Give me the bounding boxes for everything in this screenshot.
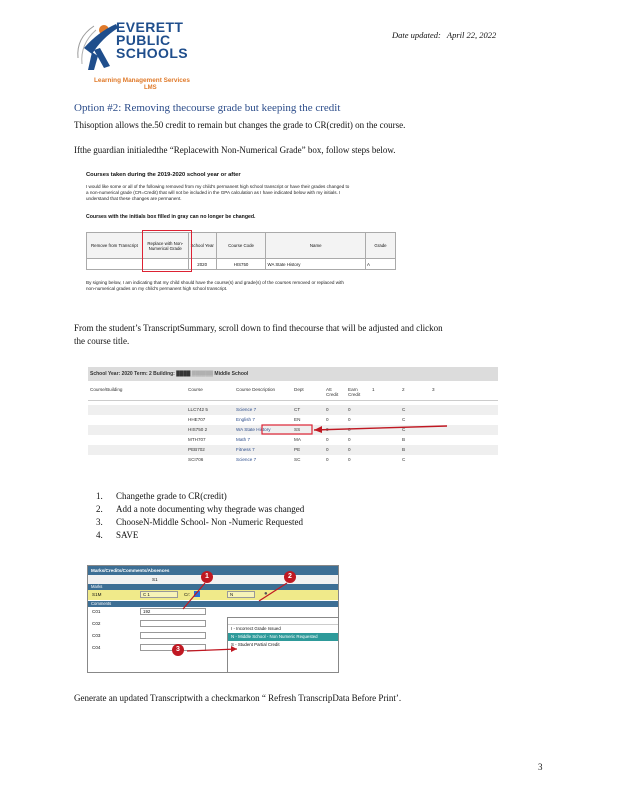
logo-subtitle: Learning Management Services [94, 77, 190, 84]
form-footer-2: non-numerical grades on my child's permanent high school transcript. [86, 286, 228, 291]
transcript-cell: C [402, 407, 406, 412]
th-desc: Course Description [236, 387, 276, 392]
date-value: April 22, 2022 [446, 30, 497, 40]
marks-band: Marks [88, 584, 338, 590]
th-earn: Earn Credit [348, 387, 361, 397]
comment-row-4: C04 [88, 643, 338, 653]
form-text-3: understand that these changes are permanent. [86, 196, 182, 201]
form-screenshot [86, 172, 398, 298]
transcript-cell: MTH707 [188, 437, 206, 442]
transcript-cell: 0 [326, 437, 329, 442]
th-3: 3 [432, 387, 435, 392]
cell-grade: A [366, 259, 396, 270]
step-2: 2. Add a note documenting why thegrade was changed [96, 504, 305, 514]
transcript-cell: 0 [348, 407, 351, 412]
col-name: Name [266, 233, 366, 259]
mark-select[interactable]: C 1 [140, 591, 178, 598]
transcript-cell: 0 [348, 457, 351, 462]
comment-row-3: C03 [88, 631, 338, 641]
transcript-cell: 0 [348, 417, 351, 422]
form-text-2: a non-numerical grade (CR=Credit) that will not be included in the GPA calculation as I have indicated below with my initials. I [86, 190, 341, 195]
term-bar: School Year: 2020 Term: 2 Building: ████ ▒▒▒▒▒▒ Middle School [88, 367, 498, 381]
col-year: School Year [188, 233, 216, 259]
logo-line-1: EVERETT [116, 19, 184, 35]
step-4: 4. SAVE [96, 530, 139, 540]
scroll-line-1: From the student’s TranscriptSummary, scroll down to find thecourse that will be adjusted and clickon [74, 323, 443, 333]
highlight-box [142, 230, 192, 272]
course-title-link[interactable]: Fitness 7 [236, 447, 255, 452]
transcript-cell: HHE707 [188, 417, 206, 422]
marks-title: Marks/Credits/Comments/Absences [88, 566, 338, 575]
course-table [86, 232, 396, 270]
form-heading: Courses taken during the 2019-2020 school year or after [86, 172, 241, 178]
intro-paragraph: Thisoption allows the.50 credit to remain but changes the grade to CR(credit) on the course. [74, 120, 406, 130]
th-2: 2 [402, 387, 405, 392]
scroll-instructions [74, 322, 443, 348]
comment-bubble-icon[interactable]: ● [264, 591, 268, 597]
th-1: 1 [372, 387, 375, 392]
col-grade: Grade [366, 233, 396, 259]
comment-1-select[interactable]: 192 [140, 608, 206, 615]
form-heading-2: Courses with the initials box filled in gray can no longer be changed. [86, 214, 256, 220]
logo-abbrev: LMS [144, 85, 157, 91]
transcript-cell: 0 [326, 447, 329, 452]
transcript-row [88, 455, 498, 465]
th-building: Course/Building [90, 387, 123, 392]
transcript-cell: EN [294, 417, 301, 422]
course-title-link[interactable]: Science 7 [236, 457, 257, 462]
page-number: 3 [538, 762, 543, 772]
arrow-to-course-icon [262, 423, 452, 437]
transcript-cell: B [402, 437, 406, 442]
steps-list [96, 490, 304, 542]
transcript-cell: 0 [326, 417, 329, 422]
transcript-cell: CT [294, 407, 301, 412]
cell-name: WA State History [266, 259, 366, 270]
course-title-link[interactable]: English 7 [236, 417, 255, 422]
transcript-cell: 0 [348, 437, 351, 442]
cell-year: 2020 [188, 259, 216, 270]
badge-1: 1 [201, 571, 213, 583]
marks-term: S1 [88, 575, 338, 584]
step-1: 1. Changethe grade to CR(credit) [96, 491, 227, 501]
callout-arrows-icon [87, 565, 339, 673]
comment-row-1: C01 192 [88, 607, 338, 617]
logo-line-2: PUBLIC [116, 32, 171, 48]
form-text-1: I would like some or all of the following removed from my child's permanent high school transcript or have their grades changed to [86, 184, 350, 189]
transcript-cell: MA [294, 437, 301, 442]
flag-select[interactable]: N [227, 591, 255, 598]
transcript-cell: LLC742 5 [188, 407, 208, 412]
transcript-cell: B [402, 447, 406, 452]
badge-3: 3 [172, 644, 184, 656]
course-title-link[interactable]: Math 7 [236, 437, 251, 442]
transcript-cell: HIS750 2 [188, 427, 208, 432]
transcript-cell: 0 [326, 457, 329, 462]
badge-2: 2 [284, 571, 296, 583]
section-title: Option #2: Removing thecourse grade but keeping the credit [74, 102, 341, 114]
course-title-link[interactable]: WA State History [236, 427, 271, 432]
date-updated [392, 30, 502, 40]
option-incorrect[interactable]: I - Incorrect Grade Issued [231, 626, 281, 631]
transcript-cell: PE [294, 447, 301, 452]
logo-line-3: SCHOOLS [116, 45, 189, 61]
col-replace: Replace with Non-Numerical Grade [142, 233, 188, 259]
option-partial[interactable]: S - Student Partial Credit [231, 642, 280, 647]
col-remove: Remove from Transcript [87, 233, 143, 259]
step-3: 3. ChooseN-Middle School- Non -Numeric Requested [96, 517, 303, 527]
student-figure-icon [74, 18, 120, 74]
course-title-link[interactable]: Science 7 [236, 407, 257, 412]
col-code: Course Code [216, 233, 266, 259]
scroll-line-2: the course title. [74, 336, 130, 346]
transcript-cell: SCI706 [188, 457, 204, 462]
transcript-cell: PEB702 [188, 447, 205, 452]
credit-label: Cr: [184, 592, 191, 597]
guardian-paragraph: Ifthe guardian initialedthe “Replacewith Non-Numerical Grade” box, follow steps below. [74, 145, 396, 155]
district-logo [74, 14, 234, 94]
transcript-cell: C [402, 417, 406, 422]
final-paragraph: Generate an updated Transcriptwith a checkmarkon “ Refresh TranscripData Before Print’. [74, 693, 402, 703]
date-label: Date updated: [392, 30, 441, 40]
transcript-cell: 0 [348, 447, 351, 452]
th-att: Att Credit [326, 387, 339, 397]
transcript-cell: 0 [326, 407, 329, 412]
comment-row-2: C02 [88, 619, 338, 629]
transcript-header [88, 385, 498, 401]
transcript-cell: SS [294, 427, 301, 432]
option-non-numeric[interactable]: N - Middle School - Non Numeric Requested [228, 633, 338, 641]
cell-code: HIS750 [216, 259, 266, 270]
transcript-row [88, 445, 498, 455]
transcript-cell: C [402, 427, 406, 432]
cell-remove [87, 259, 143, 270]
mark-label: S1M [92, 592, 102, 597]
comments-band: Comments [88, 601, 338, 607]
transcript-row [88, 405, 498, 415]
transcript-cell: C [402, 457, 406, 462]
form-footer-1: By signing below, I am indicating that my child should have the course(s) and grade(s) of the courses removed or replaced with [86, 280, 344, 285]
th-dept: Dept [294, 387, 304, 392]
transcript-screenshot [88, 367, 498, 469]
transcript-cell: SC [294, 457, 301, 462]
th-course: Course [188, 387, 203, 392]
